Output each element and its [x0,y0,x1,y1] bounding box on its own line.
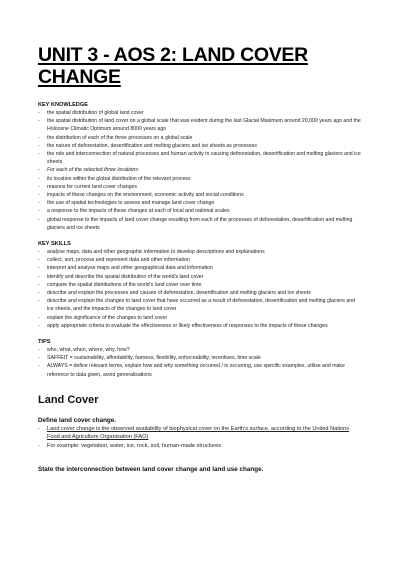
key-knowledge-item [38,207,362,215]
key-knowledge-heading: KEY KNOWLEDGE [38,102,88,108]
bullet-marker: - [38,249,40,256]
land-cover-item [38,425,362,442]
list-item-text: its location within the global distribution of the relevant process [47,175,191,182]
list-item-text: the nature of deforestation, desertification and melting glaciers and ice sheets as processes [47,142,257,149]
key-knowledge-item [38,216,362,232]
interconnection-question: State the interconnection between land cover change and land use change. [38,465,264,473]
key-skills-heading: KEY SKILLS [38,241,71,248]
key-knowledge-item [38,175,362,183]
list-item-text: describe and explain the changes to land cover that have occurred as a result of deforestation, desertification and melting glaciers and ice sheets, and the impacts of the changes to land cover [47,298,355,313]
bullet-marker: - [38,167,40,174]
key-knowledge-item [38,183,362,191]
list-item-text: the spatial distribution of land cover on a global scale that was evident during the last Glacial Maximum around 20,000 years ago and the Holocene Climatic Optimum around 8000 years ago [47,118,361,133]
bullet-marker: - [38,347,40,354]
list-item-text: Land cover change is the observed availability of biophysical cover on the Earth's surface, according to the United Nations Food and Agriculture Organisation (FAO) [47,425,350,441]
key-skill-item [38,248,362,256]
bullet-marker: - [38,183,40,190]
key-skill-item [38,281,362,289]
key-skill-item [38,297,362,313]
list-item-text: collect, sort, process and represent data and other information [47,257,190,264]
key-knowledge-item [38,109,362,117]
bullet-marker: - [38,290,40,297]
bullet-marker: - [38,314,40,321]
list-item-text: describe and explain the processes and causes of deforestation, desertification and melting glaciers and ice sheets [47,290,311,297]
list-item-text: the spatial distribution of global land cover [47,110,144,116]
key-knowledge-list [38,109,362,232]
bullet-marker: - [38,363,40,370]
key-knowledge-item [38,117,362,133]
key-skill-item [38,256,362,264]
key-skill-item [38,322,362,330]
tip-item [38,362,362,378]
define-land-cover-question: Define land cover change. [38,416,117,424]
list-item-text: identify and describe the spatial distribution of the world's land cover [47,273,204,280]
list-item-text: apply appropriate criteria to evaluate the effectiveness or likely effectiveness of responses to the impacts of these changes [47,322,328,329]
key-skill-item [38,289,362,297]
list-item-text: global response to the impacts of land cover change resulting from each of the processes of deforestation, desertification and melting glaciers and ice sheets [47,216,353,231]
list-item-text: analyse maps, data and other geographic information to develop descriptions and explanations [47,249,265,256]
list-item-text: explain the significance of the changes to land cover [47,314,168,321]
bullet-marker: - [38,273,40,280]
bullet-marker: - [38,151,40,158]
bullet-marker: - [38,443,40,450]
bullet-marker: - [38,355,40,362]
key-knowledge-item [38,191,362,199]
list-item-text: compare the spatial distributions of the world's land cover over time [47,281,202,288]
list-item-text: ALWAYS = define relevant terms, explain how and why something occurred / is occurring, use specific examples, utilise and make reference to data given, avoid generalisations [47,363,345,378]
list-item-text: the role and interconnection of natural processes and human activity in causing deforestation, desertification and melting glaciers and ice sheets [47,151,361,166]
bullet-marker: - [38,142,40,149]
bullet-marker: - [38,257,40,264]
list-item-text: impacts of these changes on the environment, economic activity and social conditions [47,192,244,199]
key-skill-item [38,264,362,272]
bullet-marker: - [38,200,40,207]
tip-item [38,354,362,362]
bullet-marker: - [38,216,40,223]
bullet-marker: - [38,425,40,432]
bullet-marker: - [38,175,40,182]
key-knowledge-item [38,142,362,150]
list-item-text: For example: vegetation, water, ice, rock, soil, human-made structures [47,443,222,450]
page-title-text: UNIT 3 - AOS 2: LAND COVER CHANGE [38,44,308,88]
key-skills-list [38,248,362,330]
bullet-marker: - [38,322,40,329]
bullet-marker: - [38,134,40,141]
bullet-marker: - [38,192,40,199]
tips-heading: TIPS [38,339,51,346]
bullet-marker: - [38,208,40,215]
land-cover-heading: Land Cover [38,393,99,406]
bullet-marker: - [38,110,40,116]
list-item-text: a response to the impacts of these changes at each of local and national scales [47,208,230,215]
key-knowledge-item [38,150,362,166]
key-knowledge-item [38,134,362,142]
bullet-marker: - [38,281,40,288]
list-item-text: the distribution of each of the three processes on a global scale [47,134,193,141]
bullet-marker: - [38,265,40,272]
list-item-text: For each of the selected three locations: [47,167,140,174]
list-item-text: who, what, when, where, why, how? [47,347,130,354]
list-item-text: reasons for current land cover changes [47,183,137,190]
list-item-text: interpret and analyse maps and other geographical data and information [47,265,213,272]
land-cover-list [38,425,362,451]
bullet-marker: - [38,118,40,125]
tip-item [38,346,362,354]
key-skill-item [38,314,362,322]
key-skill-item [38,273,362,281]
bullet-marker: - [38,298,40,305]
page-title [38,44,362,88]
list-item-text: the use of spatial technologies to assess and manage land cover change [47,200,215,207]
key-knowledge-item [38,166,362,174]
tips-list [38,346,362,379]
key-knowledge-item [38,199,362,207]
list-item-text: SAFFEIT = sustainability, affordability, fairness, flexibility, enforceability, incentives, time scale [47,355,261,362]
land-cover-item [38,442,362,451]
